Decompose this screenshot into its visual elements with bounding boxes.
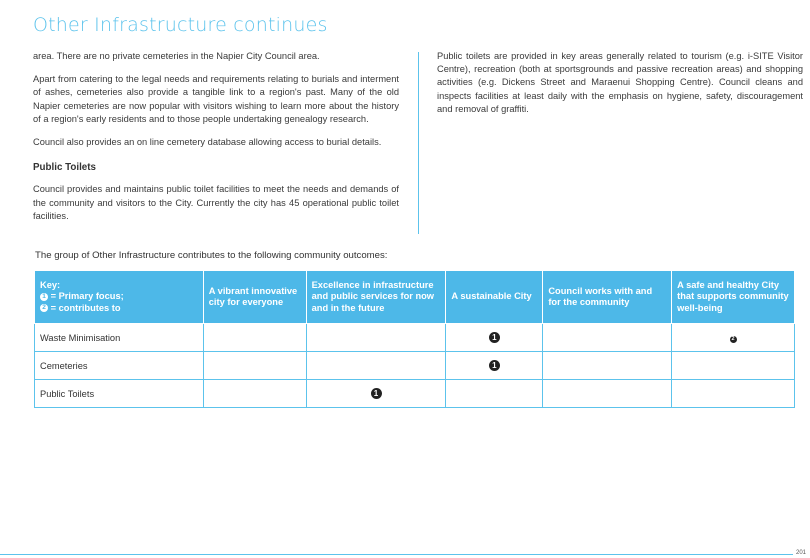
key-contributes-label: = contributes to: [50, 302, 121, 313]
left-column: [33, 50, 399, 233]
outcome-cell: [543, 352, 672, 380]
primary-focus-icon: 1: [489, 332, 500, 343]
key-cell: [35, 271, 204, 324]
outcome-cell: [306, 352, 446, 380]
outcome-cell: [306, 380, 446, 408]
outcome-cell: [446, 380, 543, 408]
community-outcomes-table: [34, 270, 795, 408]
outcome-cell: [543, 380, 672, 408]
primary-focus-icon: 1: [371, 388, 382, 399]
primary-focus-icon: 1: [40, 293, 48, 301]
footer-rule: [0, 554, 793, 555]
outcome-cell: [543, 324, 672, 352]
outcome-cell: [306, 324, 446, 352]
paragraph: area. There are no private cemeteries in the Napier City Council area.: [33, 51, 320, 61]
key-primary: [40, 291, 198, 303]
outcome-cell: [203, 324, 306, 352]
key-title: Key:: [40, 279, 61, 290]
key-contributes: [40, 303, 198, 315]
outcome-cell: [203, 380, 306, 408]
section-heading: Public Toilets: [33, 162, 96, 174]
table-body: [35, 324, 795, 408]
row-label: Cemeteries: [35, 352, 204, 380]
outcome-cell: [203, 352, 306, 380]
table-row: [35, 380, 795, 408]
column-header: A sustainable City: [446, 271, 543, 324]
paragraph: Apart from catering to the legal needs and requirements relating to burials and interment of ashes, cemeteries also provide a tangible link to a region's past. Many of the old Napier cemeteries are now popular with visitors wishing to learn more about the history of a region's early residents and to those people undertaking genealogy research.: [33, 74, 399, 124]
contributes-icon: 2: [731, 336, 735, 342]
column-header: A safe and healthy City that supports community well-being: [672, 271, 795, 324]
paragraph: Council provides and maintains public toilet facilities to meet the needs and demands of the community and visitors to the City. Currently the city has 45 operational public toilet facilities.: [33, 184, 399, 221]
paragraph: Public toilets are provided in key areas generally related to tourism (e.g. i-SITE Visitor Centre), recreation (both at sportsgrounds and passive recreation areas) and shopping activities (e.g. Dickens Street and Maraenui Shopping Centre). Council cleans and inspects facilities at least daily with the emphasis on hygiene, safety, discouragement and removal of graffiti.: [437, 51, 803, 114]
outcome-cell: [672, 380, 795, 408]
primary-focus-icon: 1: [489, 360, 500, 371]
right-column: [437, 50, 803, 116]
column-divider: [418, 52, 419, 234]
column-header: A vibrant innovative city for everyone: [203, 271, 306, 324]
column-header: Council works with and for the community: [543, 271, 672, 324]
paragraph: Council also provides an on line cemetery database allowing access to burial details.: [33, 137, 382, 148]
outcome-cell: [672, 324, 795, 352]
page-number: 201: [795, 550, 806, 556]
key-primary-label: = Primary focus;: [50, 291, 124, 302]
contributes-icon: 2: [40, 304, 48, 312]
outcome-cell: [446, 324, 543, 352]
outcome-cell: [446, 352, 543, 380]
outcomes-intro: The group of Other Infrastructure contributes to the following community outcomes:: [35, 250, 388, 261]
row-label: Public Toilets: [35, 380, 204, 408]
table-row: [35, 352, 795, 380]
table-row: [35, 324, 795, 352]
table-header-row: [35, 271, 795, 324]
outcome-cell: [672, 352, 795, 380]
row-label: Waste Minimisation: [35, 324, 204, 352]
page-title: Other Infrastructure continues: [33, 14, 328, 36]
column-header: Excellence in infrastructure and public services for now and in the future: [306, 271, 446, 324]
